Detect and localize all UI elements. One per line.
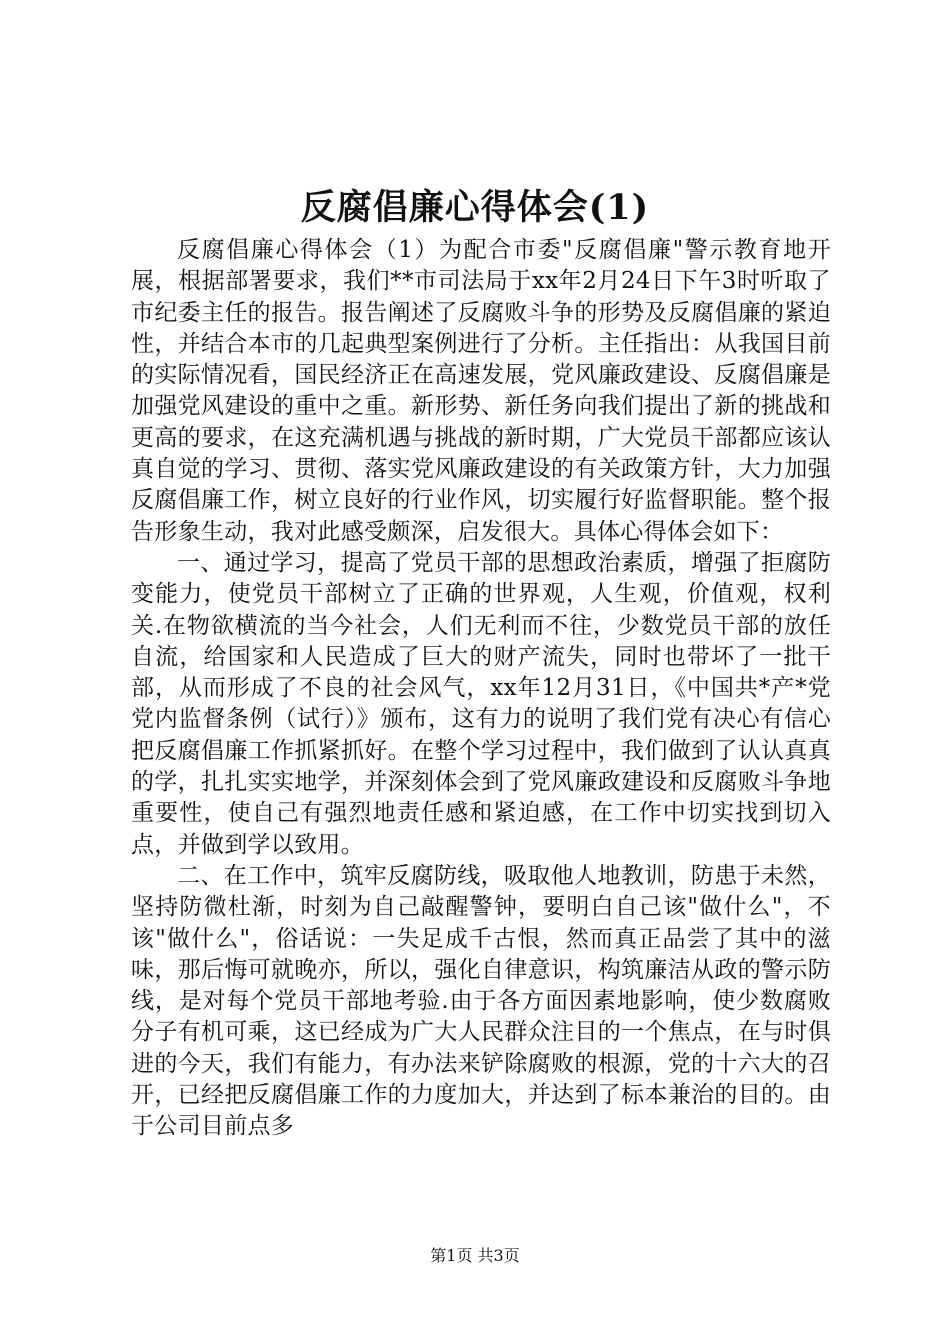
paragraph-point-one: 一、通过学习，提高了党员干部的思想政治素质，增强了拒腐防变能力，使党员干部树立了正确的世界观，人生观，价值观，权利关.在物欲横流的当今社会，人们无利而不往，少数党员干部的放任自流，给国家和人民造成了巨大的财产流失，同时也带坏了一批干部，从而形成了不良的社会风气，xx年12月31日，《中国共*产*党党内监督条例（试行）》颁布，这有力的说明了我们党有决心有信心把反腐倡廉工作抓紧抓好。在整个学习过程中，我们做到了认认真真的学，扎扎实实地学，并深刻体会到了党风廉政建设和反腐败斗争地重要性，使自己有强烈地责任感和紧迫感，在工作中切实找到切入点，并做到学以致用。 (131, 549, 831, 858)
paragraph-point-two: 二、在工作中，筑牢反腐防线，吸取他人地教训，防患于未然，坚持防微杜渐，时刻为自己敲醒警钟，要明白自己该"做什么"，不该"做什么"，俗话说：一失足成千古恨，然而真正品尝了其中的滋味，那后悔可就晚亦，所以，强化自律意识，构筑廉洁从政的警示防线，是对每个党员干部地考验.由于各方面因素地影响，使少数腐败分子有机可乘，这已经成为广大人民群众注目的一个焦点，在与时俱进的今天，我们有能力，有办法来铲除腐败的根源，党的十六大的召开，已经把反腐倡廉工作的力度加大，并达到了标本兼治的目的。由于公司目前点多 (131, 862, 831, 1140)
page-number-footer: 第1页 共3页 (430, 1246, 520, 1265)
document-body (131, 235, 831, 1143)
document-title: 反腐倡廉心得体会(1) (300, 187, 650, 228)
paragraph-intro: 反腐倡廉心得体会（1）为配合市委"反腐倡廉"警示教育地开展，根据部署要求，我们**市司法局于xx年2月24日下午3时听取了市纪委主任的报告。报告阐述了反腐败斗争的形势及反腐倡廉的紧迫性，并结合本市的几起典型案例进行了分析。主任指出：从我国目前的实际情况看，国民经济正在高速发展，党风廉政建设、反腐倡廉是加强党风建设的重中之重。新形势、新任务向我们提出了新的挑战和更高的要求，在这充满机遇与挑战的新时期，广大党员干部都应该认真自觉的学习、贯彻、落实党风廉政建设的有关政策方针，大力加强反腐倡廉工作，树立良好的行业作风，切实履行好监督职能。整个报告形象生动，我对此感受颇深，启发很大。具体心得体会如下： (131, 237, 831, 545)
